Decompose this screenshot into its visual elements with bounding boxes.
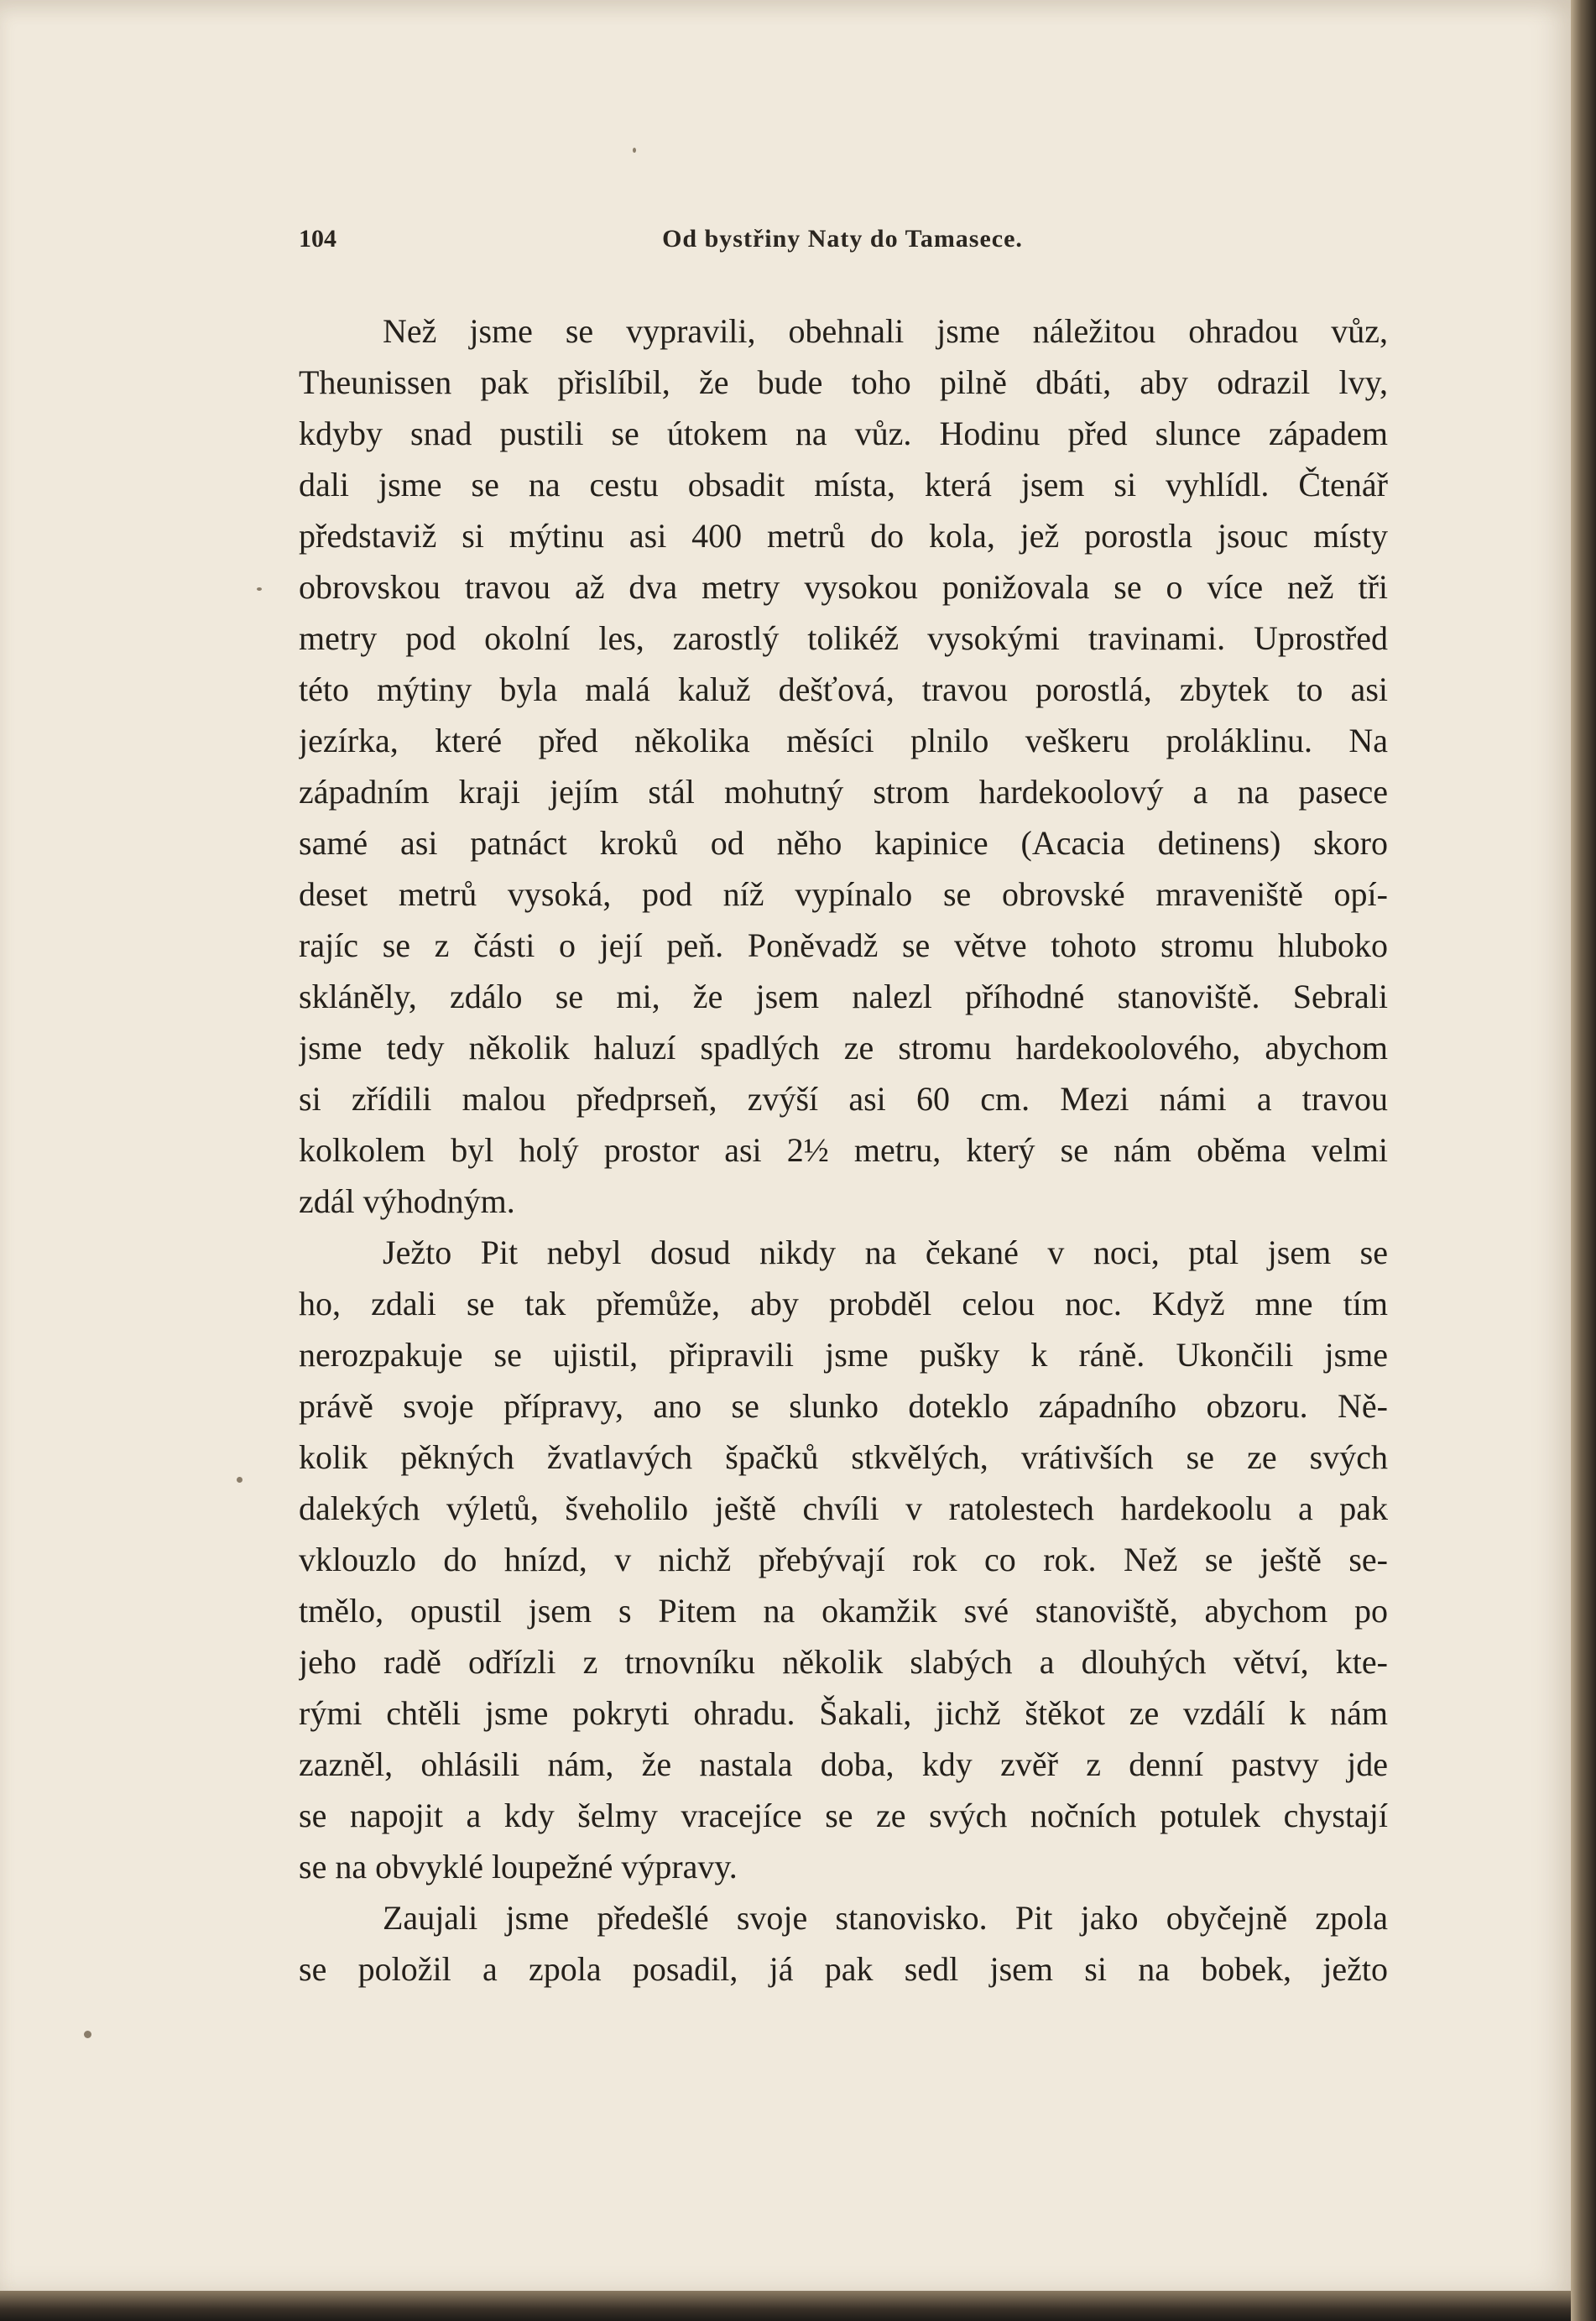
text-line: této mýtiny byla malá kaluž dešťová, travou porostlá, zbytek to asi [299, 670, 1388, 708]
text-line: zdál výhodným. [299, 1182, 515, 1220]
text-line: představiž si mýtinu asi 400 metrů do kola, jež porostla jsouc místy [299, 517, 1388, 555]
text-line: obrovskou travou až dva metry vysokou ponižovala se o více než tři [299, 568, 1388, 606]
text-line: tmělo, opustil jsem s Pitem na okamžik své stanoviště, abychom po [299, 1592, 1388, 1630]
text-line: Ježto Pit nebyl dosud nikdy na čekané v noci, ptal jsem se [383, 1234, 1388, 1271]
text-line: rajíc se z části o její peň. Poněvadž se větve tohoto stromu hluboko [299, 926, 1388, 964]
text-line: jezírka, které před několika měsíci plnilo veškeru proláklinu. Na [299, 722, 1388, 759]
text-line: se napojit a kdy šelmy vracejíce se ze svých nočních potulek chystají [299, 1797, 1388, 1834]
text-line: kdyby snad pustili se útokem na vůz. Hodinu před slunce západem [299, 415, 1388, 452]
text-line: jeho radě odřízli z trnovníku několik slabých a dlouhých větví, kte- [299, 1643, 1388, 1681]
text-line: rými chtěli jsme pokryti ohradu. Šakali, jichž štěkot ze vzdálí k nám [299, 1694, 1388, 1732]
text-line: metry pod okolní les, zarostlý tolikéž vysokými travinami. Uprostřed [299, 619, 1388, 657]
text-line: právě svoje přípravy, ano se slunko doteklo západního obzoru. Ně- [299, 1387, 1388, 1425]
text-line: deset metrů vysoká, pod níž vypínalo se obrovské mraveniště opí- [299, 875, 1388, 913]
text-line: si zřídili malou předprseň, zvýší asi 60 cm. Mezi námi a travou [299, 1080, 1388, 1118]
text-line: se položil a zpola posadil, já pak sedl jsem si na bobek, ježto [299, 1950, 1388, 1988]
text-line: Zaujali jsme předešlé svoje stanovisko. Pit jako obyčejně zpola [383, 1899, 1388, 1937]
margin-speck [633, 148, 636, 153]
text-line: dali jsme se na cestu obsadit místa, která jsem si vyhlídl. Čtenář [299, 466, 1388, 503]
text-line: samé asi patnáct kroků od něho kapinice (Acacia detinens) skoro [299, 824, 1388, 862]
text-line: západním kraji jejím stál mohutný strom hardekoolový a na pasece [299, 773, 1388, 811]
margin-speck [237, 1477, 243, 1483]
page-bottom-edge [0, 2291, 1571, 2321]
text-line: Než jsme se vypravili, obehnali jsme náležitou ohradou vůz, [383, 312, 1388, 350]
text-line: se na obvyklé loupežné výpravy. [299, 1848, 738, 1885]
text-line: Theunissen pak přislíbil, že bude toho pilně dbáti, aby odrazil lvy, [299, 363, 1388, 401]
body-text [299, 305, 1388, 1995]
text-line: vklouzlo do hnízd, v nichž přebývají rok co rok. Než se ještě se- [299, 1541, 1388, 1578]
margin-speck [84, 2031, 91, 2038]
page-edge [1571, 0, 1596, 2321]
text-line: ho, zdali se tak přemůže, aby probděl celou noc. Když mne tím [299, 1285, 1388, 1322]
running-title: Od bystřiny Naty do Tamasece. [662, 225, 1023, 253]
text-line: skláněly, zdálo se mi, že jsem nalezl příhodné stanoviště. Sebrali [299, 978, 1388, 1015]
margin-speck [257, 587, 262, 591]
text-line: dalekých výletů, šveholilo ještě chvíli v ratolestech hardekoolu a pak [299, 1489, 1388, 1527]
text-line: kolkolem byl holý prostor asi 2½ metru, který se nám oběma velmi [299, 1131, 1388, 1169]
text-line: nerozpakuje se ujistil, připravili jsme pušky k ráně. Ukončili jsme [299, 1336, 1388, 1374]
text-line: kolik pěkných žvatlavých špačků stkvělých, vrátivších se ze svých [299, 1438, 1388, 1476]
text-line: jsme tedy několik haluzí spadlých ze stromu hardekoolového, abychom [299, 1029, 1388, 1067]
page-header [299, 225, 1386, 262]
page-number: 104 [299, 225, 336, 253]
text-line: zazněl, ohlásili nám, že nastala doba, kdy zvěř z denní pastvy jde [299, 1745, 1388, 1783]
